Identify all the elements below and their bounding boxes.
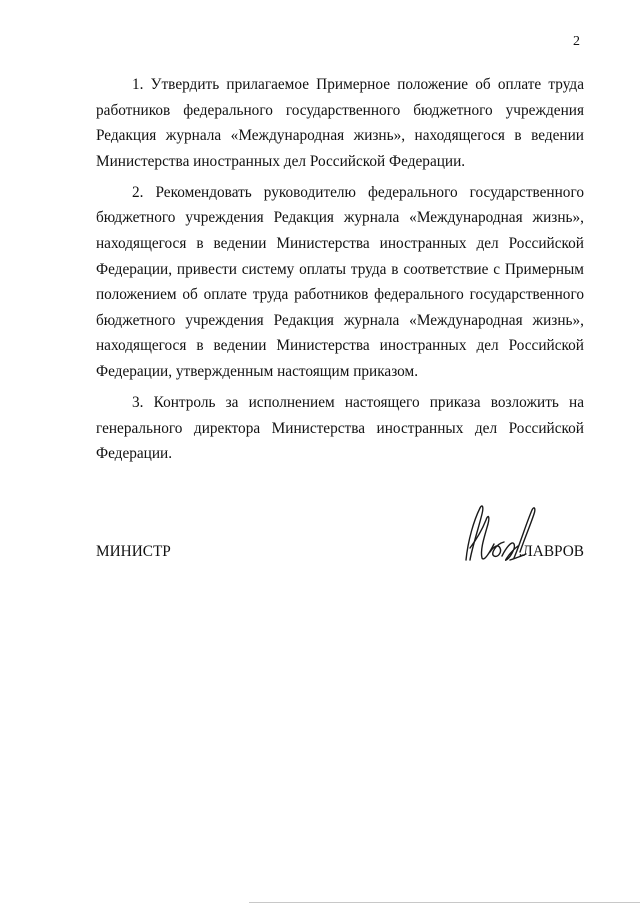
paragraph-1: 1. Утвердить прилагаемое Примерное положение об оплате труда работников федерального государственного бюджетного учреждения Редакция журнала «Международная жизнь», находящегося в ведении Министерства иностранных дел Российской Федерации. [96,76,584,170]
signer-position: МИНИСТР [96,543,171,560]
handwritten-signature-icon [460,500,538,570]
page-number: 2 [573,34,580,49]
order-body [96,72,584,472]
paragraph-3: 3. Контроль за исполнением настоящего приказа возложить на генерального директора Министерства иностранных дел Российской Федерации. [96,394,584,463]
paragraph-2: 2. Рекомендовать руководителю федерального государственного бюджетного учреждения Редакция журнала «Международная жизнь», находящегося в ведении Министерства иностранных дел Российской Федерации, привести систему оплаты труда в соответствие с Примерным положением об оплате труда работников федерального государственного бюджетного учреждения Редакция журнала «Международная жизнь», находящегося в ведении Министерства иностранных дел Российской Федерации, утвержденным настоящим приказом. [96,183,584,381]
scan-edge-line [249,902,640,903]
signer-name: .ЛАВРОВ [518,543,584,560]
